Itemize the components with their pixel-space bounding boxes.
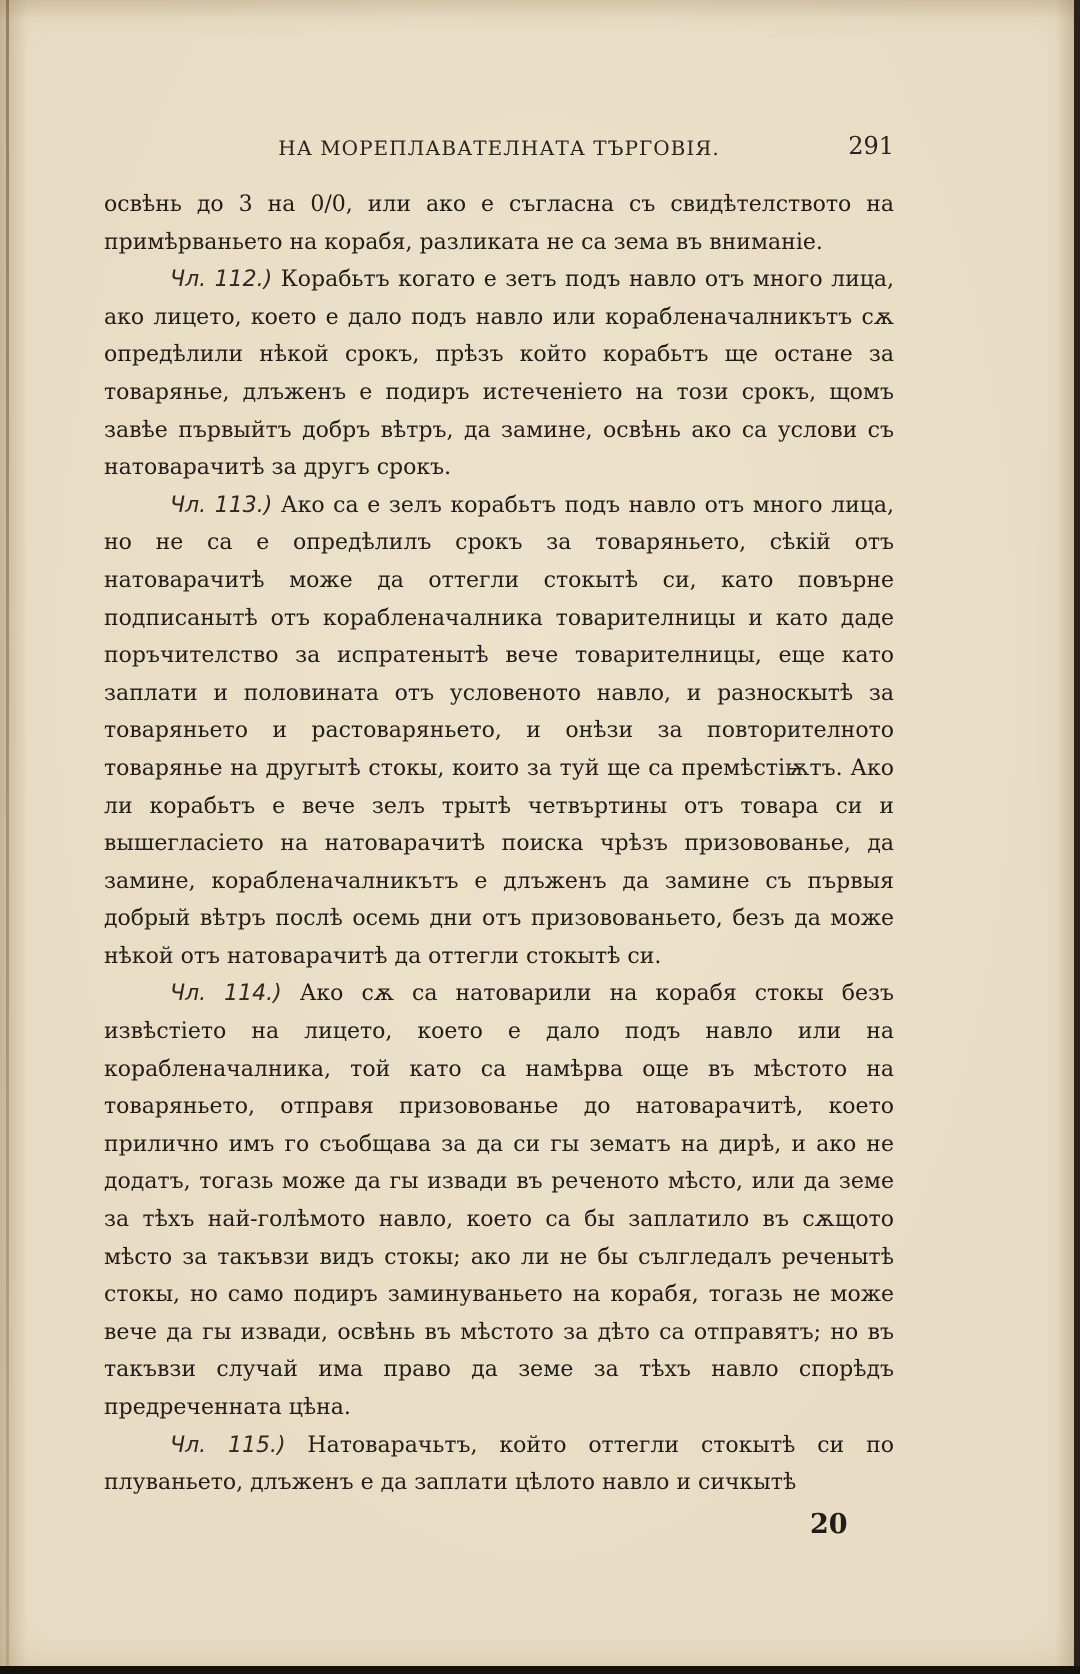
- article-number: Чл. 114.): [170, 981, 282, 1007]
- article-115: [104, 1427, 894, 1502]
- intro-paragraph: освѣнь до 3 на 0/0, или ако е съгласна съ свидѣтелството на примѣрваньето на корабя, разликата не са зема въ вниманіе.: [104, 192, 894, 255]
- running-head: [104, 130, 894, 164]
- article-text: Ако са е зелъ корабьтъ подъ навло отъ много лица, но не са е опредѣлилъ срокъ за товаряньето, сѣкій отъ натоварачитѣ може да оттегли стокытѣ си, като повърне подписанытѣ отъ корабленачалника товарителницы и като даде поръчителство за испратенытѣ вече товарителницы, еще като заплати и половината отъ условеното навло, и разноскытѣ за товаряньето и растоваряньето, и онѣзи за повторителното товарянье на другытѣ стокы, които за туй ще са премѣстіѭтъ. Ако ли корабьтъ е вече зелъ трытѣ четвъртины отъ товара си и вышегласіето на натоварачитѣ поиска чрѣзъ призовованье, да замине, корабленачалникътъ е длъженъ да замине съ първыя добрый вѣтръ послѣ осемь дни отъ призовованьето, безъ да може нѣкой отъ натоварачитѣ да оттегли стокытѣ си.: [104, 492, 894, 969]
- article-text: Ако сѫ са натоварили на корабя стокы безъ извѣстіето на лицето, което е дало подъ навло или на корабленачалника, той като са намѣрва още въ мѣстото на товаряньето, отправя призовованье до натоварачитѣ, което прилично имъ го съобщава за да си гы зематъ на дирѣ, и ако не додатъ, тогазь може да гы извади въ реченото мѣсто, или да земе за тѣхъ най-голѣмото навло, което са бы заплатило въ сѫщото мѣсто за такъвзи видъ стокы; ако ли не бы сългледалъ реченытѣ стокы, но само подиръ заминуваньето на корабя, тогазь не може вече да гы извади, освѣнь въ мѣстото за дѣто са отправятъ; но въ такъвзи случай има право да земе за тѣхъ навло спорѣдъ предреченната цѣна.: [104, 981, 895, 1420]
- article-number: Чл. 113.): [170, 492, 273, 518]
- article-114: [104, 975, 894, 1426]
- page-spine-shadow: [6, 0, 9, 1666]
- article-113: [104, 487, 894, 976]
- book-edge-right: [1074, 0, 1080, 1674]
- article-number: Чл. 112.): [170, 267, 273, 293]
- article-number: Чл. 115.): [170, 1432, 286, 1458]
- running-title: НА МОРЕПЛАВАТЕЛНАТА ТЪРГОВІЯ.: [278, 136, 720, 160]
- article-112: [104, 261, 894, 487]
- page-number: 291: [848, 132, 894, 160]
- signature-mark: 20: [810, 1509, 848, 1540]
- book-edge-bottom: [0, 1666, 1080, 1674]
- article-text: Корабьтъ когато е зетъ подъ навло отъ много лица, ако лицето, което е дало подъ навло или корабленачалникътъ сѫ опредѣлили нѣкой срокъ, прѣзъ който корабьтъ ще остане за товарянье, длъженъ е подиръ истеченіето на този срокъ, щомъ завѣе първыйтъ добръ вѣтръ, да замине, освѣнь ако са услови съ натоварачитѣ за другъ срокъ.: [104, 267, 894, 481]
- body-text: [104, 186, 894, 1502]
- article-text: Натоварачьтъ, който оттегли стокытѣ си по плуваньето, длъженъ е да заплати цѣлото навло и сичкытѣ: [104, 1432, 894, 1496]
